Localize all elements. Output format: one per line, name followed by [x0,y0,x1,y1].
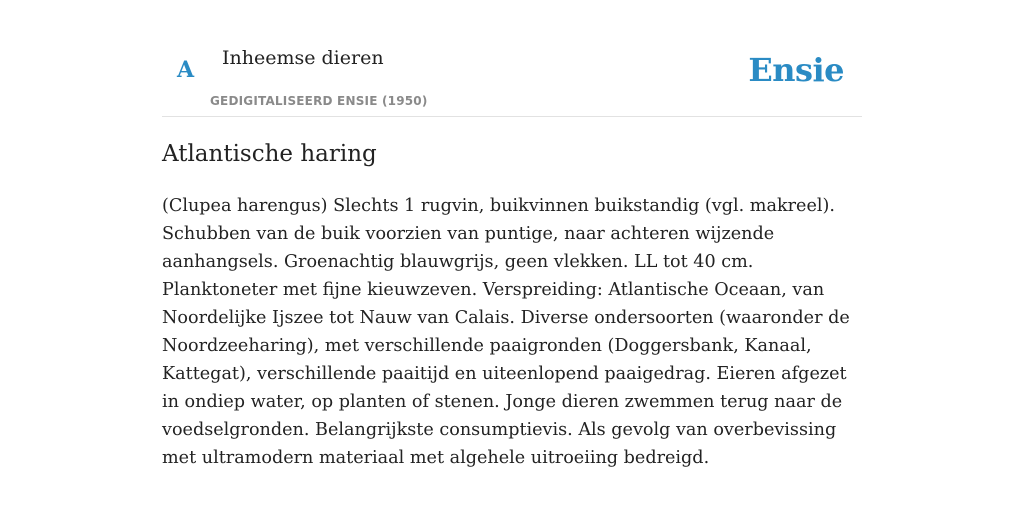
source-label: GEDIGITALISEERD ENSIE (1950) [210,94,428,108]
category-link[interactable]: Inheemse dieren [222,47,384,69]
header [162,0,862,117]
brand-logo[interactable]: Ensie [748,51,844,89]
index-letter-link[interactable]: A [177,57,195,83]
article-body: (Clupea harengus) Slechts 1 rugvin, buikvinnen buikstandig (vgl. makreel). Schubben van de buik voorzien van puntige, naar achteren wijzende aanhangsels. Groenachtig blauwgrijs, geen vlekken. LL tot 40 cm. Planktoneter met fijne kieuwzeven. Verspreiding: Atlantische Oceaan, van Noordelijke Ijszee tot Nauw van Calais. Diverse ondersoorten (waaronder de Noordzeeharing), met verschillende paaigronden (Doggersbank, Kanaal, Kattegat), verschillende paaitijd en uiteenlopend paaigedrag. Eieren afgezet in ondiep water, op planten of stenen. Jonge dieren zwemmen terug naar de voedselgronden. Belangrijkste consumptievis. Als gevolg van overbevissing met ultramodern materiaal met algehele uitroeiing bedreigd. [162,196,850,468]
article-title: Atlantische haring [162,141,377,167]
